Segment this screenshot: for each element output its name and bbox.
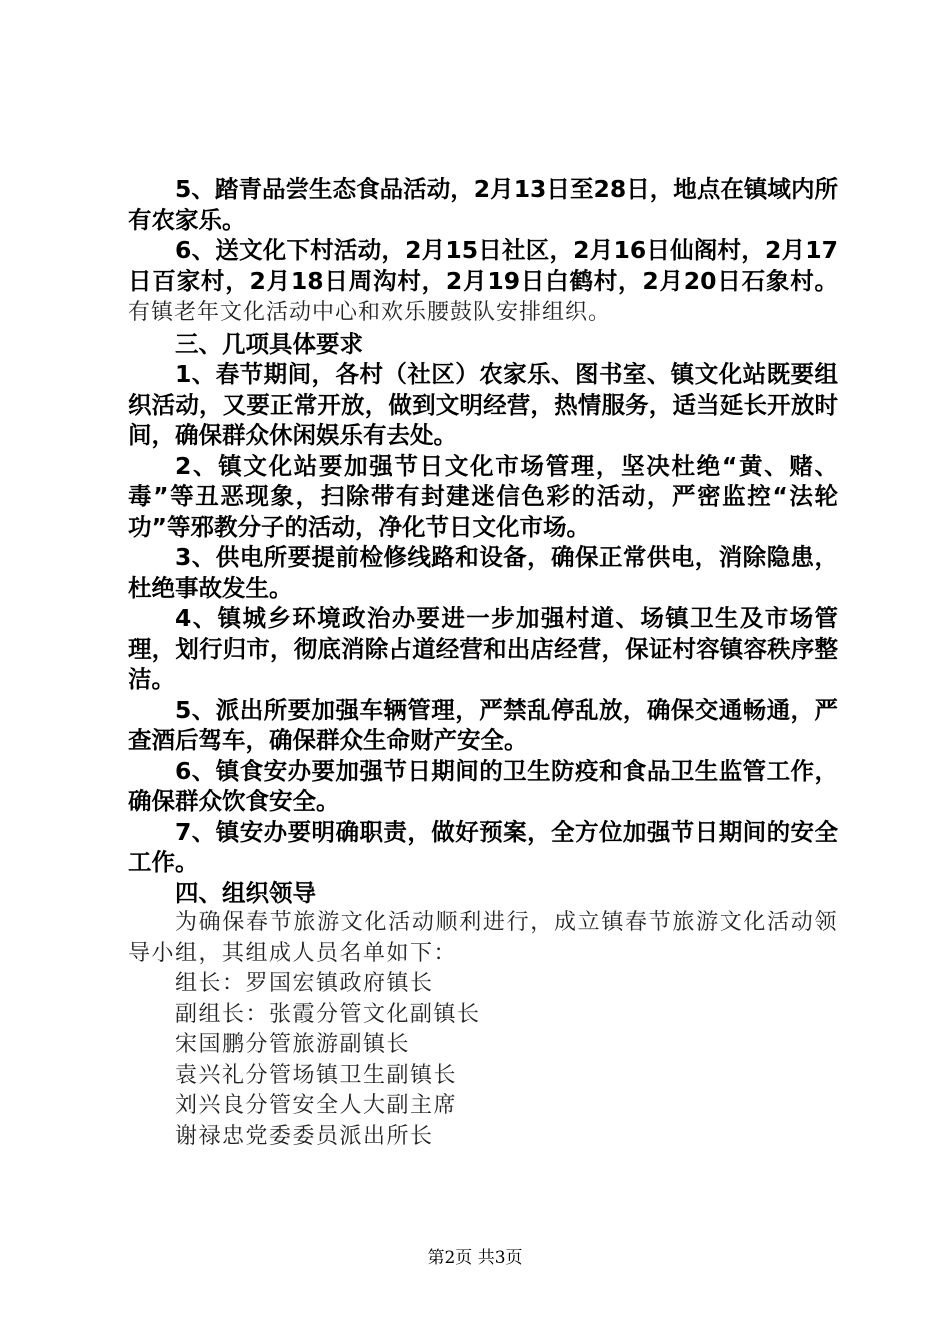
page-number-footer: 第2页 共3页 [427,1248,523,1268]
member-line: 谢禄忠党委委员派出所长 [175,1123,434,1149]
paragraph: 4、镇城乡环境政治办要进一步加强村道、场镇卫生及市场管理，划行归市，彻底消除占道经营和出店经营，保证村容镇容秩序整洁。 [128,604,838,693]
section-heading: 三、几项具体要求 [175,329,363,358]
paragraph: 7、镇安办要明确职责，做好预案，全方位加强节日期间的安全工作。 [128,817,838,876]
paragraph: 为确保春节旅游文化活动顺利进行，成立镇春节旅游文化活动领导小组，其组成人员名单如下： [128,910,838,966]
paragraph: 1、春节期间，各村（社区）农家乐、图书室、镇文化站既要组织活动，又要正常开放，做到文明经营，热情服务，适当延长开放时间，确保群众休闲娱乐有去处。 [128,360,838,449]
document-body [128,174,838,1152]
member-line: 袁兴礼分管场镇卫生副镇长 [175,1062,458,1088]
member-line: 副组长：张霞分管文化副镇长 [175,1001,481,1027]
paragraph: 6、镇食安办要加强节日期间的卫生防疫和食品卫生监管工作，确保群众饮食安全。 [128,756,838,815]
section-heading: 四、组织领导 [175,878,316,907]
paragraph: 5、派出所要加强车辆管理，严禁乱停乱放，确保交通畅通，严查酒后驾车，确保群众生命财产安全。 [128,695,838,754]
paragraph-tail: 有镇老年文化活动中心和欢乐腰鼓队安排组织。 [128,300,612,325]
paragraph: 3、供电所要提前检修线路和设备，确保正常供电，消除隐患，杜绝事故发生。 [128,543,838,602]
member-line: 组长：罗国宏镇政府镇长 [175,971,434,996]
member-line: 刘兴良分管安全人大副主席 [175,1093,458,1118]
paragraph: 5、踏青品尝生态食品活动，2月13日至28日，地点在镇域内所有农家乐。 [128,175,838,234]
member-line: 宋国鹏分管旅游副镇长 [175,1032,411,1057]
paragraph-text: 6、送文化下村活动，2月15日社区，2月16日仙阁村，2月17日百家村，2月18日周沟村，2月19日白鹤村，2月20日石象村。 [128,236,838,295]
paragraph [128,235,838,329]
paragraph: 2、镇文化站要加强节日文化市场管理，坚决杜绝“黄、赌、毒”等丑恶现象，扫除带有封建迷信色彩的活动，严密监控“法轮功”等邪教分子的活动，净化节日文化市场。 [128,451,838,541]
